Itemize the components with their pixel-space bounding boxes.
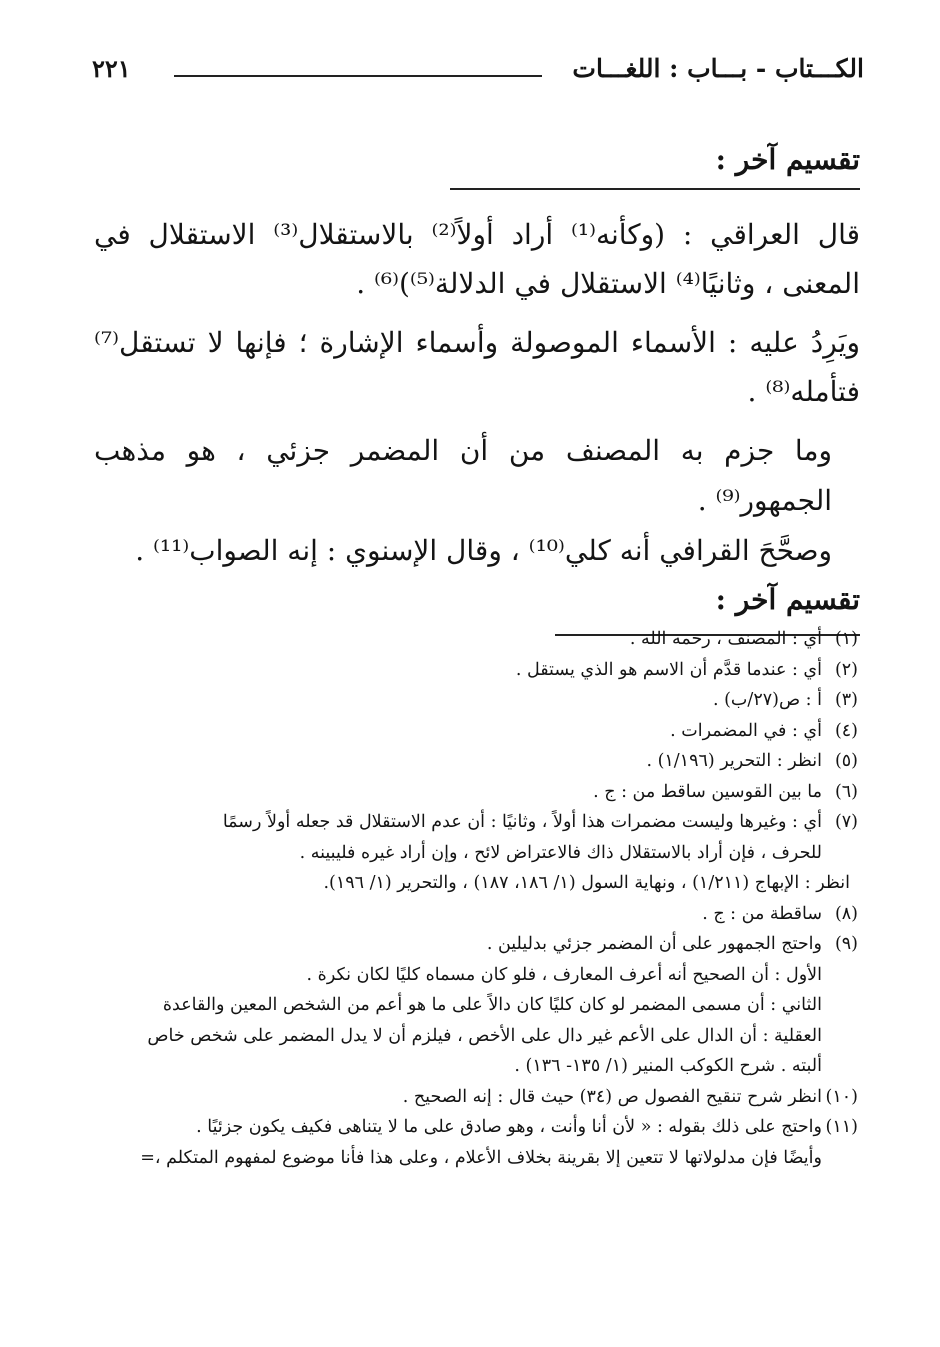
footnote-number: (٣) bbox=[834, 690, 858, 710]
footnote bbox=[88, 1112, 858, 1173]
footnote-text bbox=[88, 655, 822, 686]
footnote-line: انظر : التحرير (١/١٩٦) . bbox=[646, 751, 822, 771]
footnote-line: أي : وغيرها وليست مضمرات هذا أولاً ، وثانيًا : أن عدم الاستقلال قد جعله أولاً رسمًا bbox=[222, 812, 822, 832]
footnote-line: أ : ص(٢٧/ب) . bbox=[712, 690, 822, 710]
footnote-text bbox=[88, 1112, 822, 1173]
footnote-subline: الثاني : أن مسمى المضمر لو كان كليًا كان دالاً على ما هو أعم من الشخص المعين والقاعدة bbox=[162, 995, 822, 1015]
paragraph-iraqi: قال العراقي : (وكأنه⁽¹⁾ أراد أولاً⁽²⁾ بالاستقلال⁽³⁾ الاستقلال في المعنى ، وثانيًا⁽⁴⁾ الاستقلال في الدلالة⁽⁵⁾)⁽⁶⁾ . bbox=[94, 218, 860, 300]
footnote-subline: الأول : أن الصحيح أنه أعرف المعارف ، فلو كان مسماه كليًا لكان نكرة . bbox=[306, 964, 822, 985]
footnote-text bbox=[88, 929, 822, 1082]
footnote-line: للحرف ، فإن أراد بالاستقلال ذاك فالاعتراض لائح ، وإن أراد غيره فليبينه . bbox=[299, 842, 822, 863]
footnote-number: (٦) bbox=[834, 781, 858, 802]
footnote-number: (٤) bbox=[834, 720, 858, 741]
footnote-subline: ألبته . شرح الكوكب المنير (١/ ١٣٥- ١٣٦) . bbox=[514, 1056, 822, 1076]
page-header bbox=[92, 54, 864, 94]
footnote-number: (٧) bbox=[834, 812, 858, 832]
running-title: الكـــتاب - بـــاب : اللغـــات bbox=[572, 54, 864, 83]
paragraph-majority: وما جزم به المصنف من أن المضمر جزئي ، هو مذهب الجمهور⁽⁹⁾ . bbox=[94, 434, 832, 517]
footnote-line: انظر شرح تنقيح الفصول ص (٣٤) حيث قال : إنه الصحيح . bbox=[402, 1086, 822, 1107]
footnote bbox=[88, 1082, 858, 1113]
footnote-text bbox=[88, 624, 822, 655]
footnote-number: (١) bbox=[834, 629, 858, 649]
footnote-text bbox=[88, 716, 822, 747]
footnote-line: وأيضًا فإن مدلولاتها لا تتعين إلا بقرينة بخلاف الأعلام ، وعلى هذا فأنا موضوع لمفهوم المتكلم ،= bbox=[140, 1147, 822, 1168]
footnote-text bbox=[88, 1082, 822, 1113]
paragraph-qarafi: وصحَّحَ القرافي أنه كلي⁽¹⁰⁾ ، وقال الإسنوي : إنه الصواب⁽¹¹⁾ . bbox=[135, 534, 832, 567]
heading-rule bbox=[450, 188, 860, 190]
footnote-reference: انظر : الإبهاج (١/٢١١) ، ونهاية السول (١/ ١٨٦، ١٨٧) ، والتحرير (١/ ١٩٦). bbox=[323, 873, 850, 893]
section-heading: تقسيم آخر : bbox=[715, 143, 860, 176]
footnote bbox=[88, 807, 858, 868]
footnote-number: (٨) bbox=[834, 903, 858, 924]
footnote-number: (٢) bbox=[834, 659, 858, 680]
page-number: ٢٢١ bbox=[92, 54, 131, 83]
footnote bbox=[88, 624, 858, 655]
footnote-text bbox=[88, 807, 822, 868]
main-text bbox=[94, 140, 860, 636]
footnote-number: (٩) bbox=[834, 934, 858, 954]
footnote-number: (٥) bbox=[834, 751, 858, 771]
header-rule bbox=[174, 75, 542, 77]
footnote bbox=[88, 899, 858, 930]
footnote bbox=[88, 746, 858, 777]
footnote bbox=[88, 716, 858, 747]
footnote-text bbox=[88, 746, 822, 777]
footnote bbox=[88, 655, 858, 686]
footnote-line: واحتج على ذلك بقوله : « لأن أنا وأنت ، وهو صادق على ما لا يتناهى فكيف يكون جزئيًا . bbox=[196, 1117, 822, 1137]
footnote-text bbox=[88, 777, 822, 808]
footnote-line: ما بين القوسين ساقط من : ج . bbox=[593, 781, 822, 802]
footnotes bbox=[88, 624, 858, 1173]
footnote-line: ساقطة من : ج . bbox=[702, 903, 822, 924]
footnote-number: (١١) bbox=[825, 1117, 858, 1137]
footnote bbox=[88, 685, 858, 716]
footnote-line: واحتج الجمهور على أن المضمر جزئي بدليلين . bbox=[486, 934, 822, 954]
section-heading-2: تقسيم آخر : bbox=[715, 583, 860, 616]
footnote-line: أي : عندما قدَّم أن الاسم هو الذي يستقل . bbox=[515, 659, 822, 680]
footnote bbox=[88, 929, 858, 1082]
footnote-number: (١٠) bbox=[825, 1086, 858, 1107]
footnote-text bbox=[88, 899, 822, 930]
paragraph-objection: ويَرِدُ عليه : الأسماء الموصولة وأسماء الإشارة ؛ فإنها لا تستقل⁽⁷⁾ فتأمله⁽⁸⁾ . bbox=[94, 326, 860, 408]
footnote-text bbox=[88, 685, 822, 716]
footnote-line: أي : المصنف ، رحمه الله . bbox=[629, 629, 822, 649]
footnote-subline: العقلية : أن الدال على الأعم غير دال على الأخص ، فيلزم أن لا يدل المضمر على شخص خاص bbox=[147, 1025, 822, 1046]
footnote-line: أي : في المضمرات . bbox=[670, 720, 822, 741]
footnote bbox=[88, 777, 858, 808]
